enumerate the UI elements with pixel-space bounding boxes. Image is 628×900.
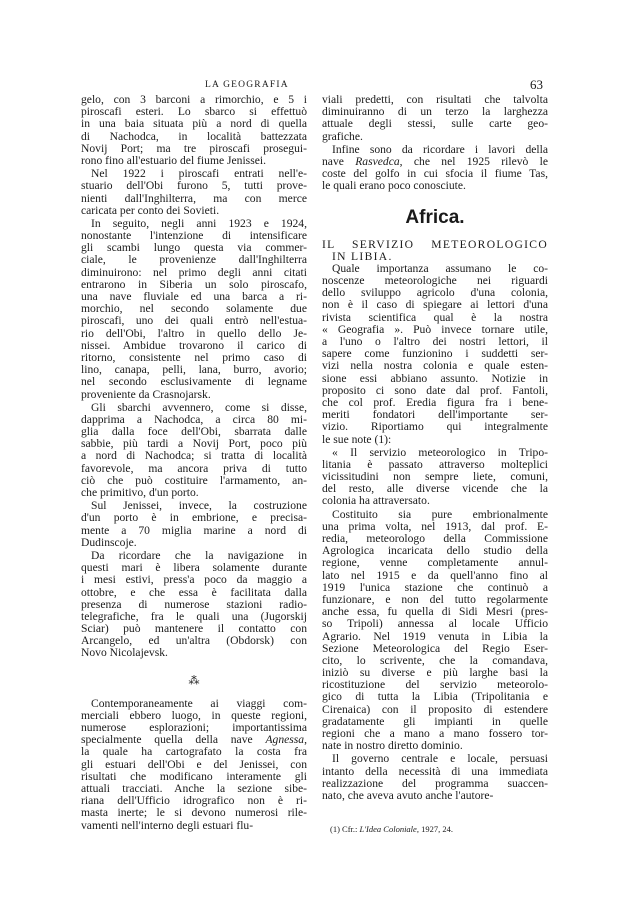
text: nave — [322, 154, 356, 168]
ship-name: Agnessa — [265, 733, 305, 747]
text-line: caricata per conto dei Sovieti. — [81, 203, 220, 217]
text-line: anche essa, fu quella di Sidi Mesri (pres- — [322, 605, 548, 619]
text-line: i mesi estivi, press'a poco da maggio a — [81, 573, 307, 587]
text-line: sabbie, più tardi a Novij Port, poco più — [81, 437, 307, 451]
text-line: che primitivo, d'un porto. — [81, 486, 199, 499]
text-line: viali predetti, con risultati che talvolta — [322, 93, 548, 106]
text-line: Da ricordare che la navigazione in — [91, 548, 307, 562]
text-line: nonostante l'intenzione di intensificare — [81, 229, 307, 243]
text: , — [304, 733, 307, 747]
text-line: vizi nella nostra colonia e quale esten- — [322, 359, 548, 373]
text-line: vizio. Riportiamo qui integralmente — [322, 420, 548, 434]
text-line: presenza di numerose stazioni radio- — [81, 597, 307, 611]
footnote-marker: (1) Cfr.: — [330, 824, 360, 834]
text-line: proposito ci sono date dal prof. Fantoli, — [322, 383, 548, 397]
text-line: entrarono in Siberia un solo piroscafo, — [81, 277, 307, 291]
text-line: Cirenaica) con il proposito di estendere — [322, 702, 548, 716]
paragraph — [322, 263, 548, 446]
paragraph — [81, 168, 307, 217]
text-line: vicissitudini non sempre liete, comuni, — [322, 470, 548, 484]
paragraph — [81, 218, 307, 401]
text-line: proveniente da Crasnojarsk. — [81, 387, 211, 401]
text-line: una prima volta, nel 1913, dal prof. E- — [322, 519, 548, 533]
paragraph — [322, 447, 548, 508]
text-line: attuali tracciati. Anche la sezione sibe- — [81, 781, 307, 795]
text-line: nienti dall'Inghilterra, ma con merce — [81, 191, 307, 205]
text-line: grafiche. — [322, 129, 363, 143]
text-line: regione, venne completamente annul- — [322, 556, 548, 570]
paragraph — [81, 402, 307, 500]
text-line: diminuiranno di un terzo la larghezza — [322, 105, 548, 119]
text-line: Agrologica incaricata dello studio della — [322, 544, 548, 558]
text: , che nel 1925 rilevò le — [399, 154, 548, 168]
text-line: la quale ha cartografato la costa fra — [81, 745, 307, 759]
footnote — [330, 824, 453, 834]
footnote-source: L'Idea Coloniale — [359, 824, 417, 834]
text-line: Novo Nicolajevsk. — [81, 646, 168, 660]
article-title-line: IL SERVIZIO METEOROLOGICO — [322, 237, 548, 251]
text-line: risultati che modificano interamente gli — [81, 769, 307, 783]
text-line: questi mari è libera solamente durante — [81, 561, 307, 575]
text: specialmente quella della nave — [81, 733, 266, 747]
asterism: ⁂ — [188, 674, 200, 687]
text-line: Gli sbarchi avvennero, come si disse, — [91, 400, 307, 414]
text-line: intanto della necessità di una immediata — [322, 764, 548, 778]
text-line: a l'uno o l'altro dei nostri lettori, il — [322, 335, 548, 348]
text-line: In seguito, negli anni 1923 e 1924, — [91, 216, 307, 230]
page-number: 63 — [530, 77, 543, 92]
text-line: dello sviluppo agricolo d'una colonia, — [322, 286, 548, 300]
text-line: rono fino all'estuario del fiume Jenissei. — [81, 153, 266, 167]
text-line: rio dell'Obi, l'altro in quello dello Je- — [81, 326, 307, 340]
text-line: masta inerte; le si devono numerosi rile- — [81, 806, 307, 820]
text-line: noscenze meteorologiche nei riguardi — [322, 274, 548, 288]
text-line: lino, canapa, pelli, lana, burro, avorio; — [81, 363, 307, 377]
text-line: gelo, con 3 barconi a rimorchio, e 5 i — [81, 93, 307, 106]
text-line: Dudinscoje. — [81, 535, 137, 549]
paragraph-rasvedca — [322, 144, 548, 193]
text-line: ritorno, consistente nel primo caso di — [81, 350, 307, 364]
paragraph-continuation — [322, 94, 548, 143]
text-line: Il governo centrale e locale, persuasi — [332, 752, 548, 766]
text-line: che col prof. Eredia figura fra i bene- — [322, 395, 548, 409]
text-line: ciò che può costituire l'armamento, an- — [81, 473, 307, 487]
text-line: piroscafi, uno dei quali entrò nell'estua- — [81, 314, 307, 328]
text-line: diminuirono: nel primo degli anni citati — [81, 265, 307, 279]
text-line: a nord di Nachodca; si tratta di località — [81, 449, 307, 463]
paragraph-explorations — [81, 698, 307, 832]
text-line: Sul Jenissei, invece, la costruzione — [91, 499, 307, 513]
footnote-rest: , 1927, 24. — [416, 824, 453, 834]
text-line: stuario dell'Obi furono 5, tutti prove- — [81, 179, 307, 193]
text-line: nel secondo esclusivamente di legname — [81, 375, 307, 389]
text-line: « Il servizio meteorologico in Tripo- — [332, 445, 548, 459]
text-line: Contemporaneamente ai viaggi com- — [91, 696, 307, 710]
text-line: ottobre, e che essa è facilitata dalla — [81, 585, 307, 599]
text-line: non è il caso di spiegare ai lettori d'una — [322, 298, 548, 312]
ship-name: Rasvedca — [355, 154, 400, 168]
right-column — [322, 94, 548, 803]
text-line: cito, lo scrivente, che la comandava, — [322, 653, 548, 667]
text-line: Agrario. Nel 1919 venuta in Libia la — [322, 629, 548, 643]
text-line: piroscafi esteri. Lo sbarco si effettuò — [81, 105, 307, 119]
text-line: di Nachodca, in località battezzata — [81, 129, 307, 143]
article-title-line: IN LIBIA. — [332, 249, 393, 263]
text-line: colonia ha attraversato. — [322, 494, 430, 508]
text-line: del resto, alle diverse vicende che la — [322, 482, 548, 496]
section-heading: Africa. — [405, 206, 465, 228]
text-line: Arcangelo, ed un'altra (Obdorsk) con — [81, 634, 307, 648]
text-line: glia dalla foce dell'Obi, sbarrata dalle — [81, 425, 307, 439]
text-line: favorevole, ma ancora priva di tutto — [81, 461, 307, 475]
text-line: coste del golfo in cui sfocia il fiume Tas, — [322, 167, 548, 181]
text-line: Quale importanza assumano le co- — [332, 261, 548, 275]
left-column — [81, 94, 307, 833]
text-line: ciale, le provenienze dall'Inghilterra — [81, 253, 307, 267]
text-line: funzionare, e non del tutto regolarmente — [322, 592, 548, 606]
text-line: Infine sono da ricordare i lavori della — [332, 142, 548, 156]
paragraph — [81, 500, 307, 549]
text-line: gradatamente gli impianti in quelle — [322, 714, 548, 728]
text-line: litania è passato attraverso molteplici — [322, 457, 548, 471]
text-line: realizzazione del programma suaccen- — [322, 776, 548, 790]
text-line: Sciar) può mantenere il contatto con — [81, 622, 307, 636]
left-paragraphs — [81, 94, 307, 660]
text-line: telegrafiche, fra le quali una (Jugorskij — [81, 609, 307, 623]
text-line: dapprima a Nachodca, a circa 80 mi- — [81, 412, 307, 426]
text-line: sapere come funzionino i suddetti ser- — [322, 347, 548, 361]
text-line: nate in nostro diretto dominio. — [322, 739, 463, 753]
paragraph — [81, 550, 307, 660]
text-line: morchio, nel secondo solamente due — [81, 302, 307, 316]
text-line: sione essi abbiano assunto. Notizie in — [322, 371, 548, 385]
text-line: regioni che a mano a mano fossero tor- — [322, 727, 548, 740]
article-body — [322, 263, 548, 802]
text-line: riana dell'Ufficio idrografico non è ri- — [81, 794, 307, 808]
text-line: Novij Port; ma tre piroscafi prosegui- — [81, 141, 307, 155]
text-line: gli estuari dell'Obi e del Jenissei, con — [81, 757, 307, 771]
text-line: merciali ebbero luogo, in queste regioni, — [81, 708, 307, 722]
text-line: d'un porto è in embrione, e precisa- — [81, 511, 307, 525]
text-line: le quali erano poco conosciute. — [322, 179, 466, 193]
text-line: vamenti nell'interno degli estuari flu- — [81, 818, 254, 832]
paragraph — [322, 753, 548, 802]
text-line: gli scambi lungo questa via commer- — [81, 241, 307, 255]
text-line: meriti fondatori dell'importante ser- — [322, 408, 548, 422]
text-line: le sue note (1): — [322, 432, 392, 446]
text-line: in una baia situata più a nord di quella — [81, 117, 307, 131]
text-line: redia, meteorologo della Commissione — [322, 532, 548, 545]
text-line: so Tripoli) annessa al locale Ufficio — [322, 617, 548, 631]
text-line: lato nel 1915 e da quell'anno fino al — [322, 568, 548, 582]
text-line: « Geografia ». Può invece tornare utile, — [322, 322, 548, 336]
text-line: Sezione Meteorologica del Regio Eser- — [322, 641, 548, 655]
running-header-title: LA GEOGRAFIA — [205, 80, 289, 90]
text-line: ricostituzione del servizio meteorolo- — [322, 678, 548, 692]
paragraph — [81, 94, 307, 167]
paragraph-rest — [81, 746, 307, 831]
text-line: una nave fluviale ed una barca a ri- — [81, 290, 307, 303]
text-line: Costituito sia pure embrionalmente — [332, 507, 548, 521]
article-title — [322, 239, 548, 263]
text-line: gico di tutta la Libia (Tripolitania e — [322, 690, 548, 704]
text-line: iniziò su diverse e più larghe basi la — [322, 666, 548, 680]
text-line: nissei. Ambidue trovarono il carico di — [81, 338, 307, 352]
paragraph — [322, 509, 548, 753]
text-line: Nel 1922 i piroscafi entrati nell'e- — [91, 167, 307, 181]
text-line: nato, che aveva avuto anche l'autore- — [322, 788, 494, 802]
text-line: attuale degli stessi, sulle carte geo- — [322, 117, 548, 131]
text-line: numerose esplorazioni; importantissima — [81, 721, 307, 734]
text-line: mente a 70 miglia marine a nord di — [81, 523, 307, 537]
text-line: 1919 l'unica stazione che continuò a — [322, 580, 548, 594]
text-line: rivista scientifica qual è la nostra — [322, 310, 548, 324]
